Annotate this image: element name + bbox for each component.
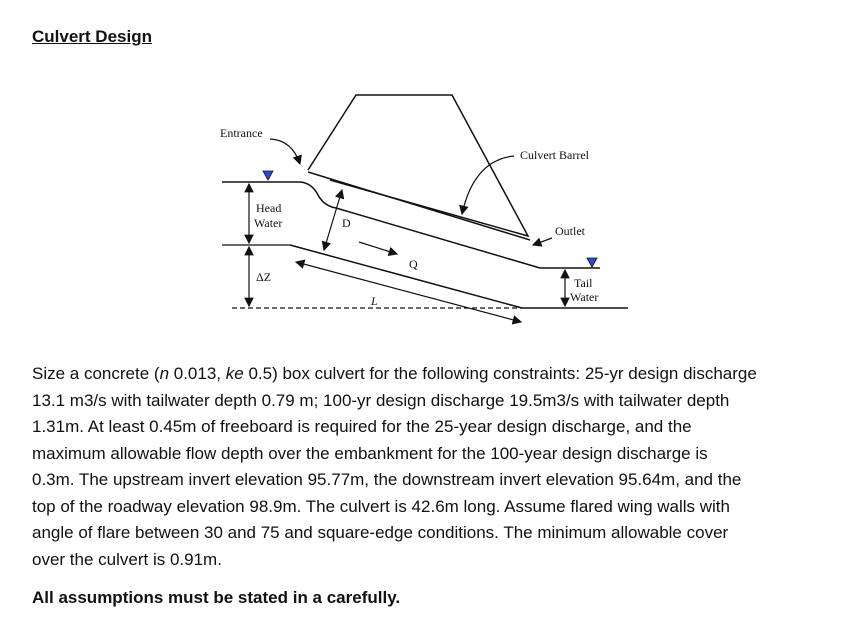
l-label: L: [371, 294, 378, 308]
tail-label: Tail: [574, 276, 593, 290]
problem-line-4: maximum allowable flow depth over the embankment for the 100-year design discharge is: [32, 443, 708, 463]
embankment-outline: [308, 95, 528, 236]
entrance-ground: [300, 182, 540, 268]
problem-line-5: 0.3m. The upstream invert elevation 95.77m, the downstream invert elevation 95.64m, and the: [32, 470, 742, 489]
q-label: Q: [409, 257, 418, 271]
tailwater-marker: [587, 258, 597, 267]
problem-statement: [32, 361, 832, 573]
problem-text: 0.013,: [169, 364, 226, 383]
depth-arrow: [324, 190, 342, 250]
problem-line-2: 13.1 m3/s with tailwater depth 0.79 m; 100-yr design discharge 19.5m3/s with tailwater depth: [32, 390, 730, 410]
flow-arrow: [359, 242, 397, 254]
delta-z-label: ΔZ: [256, 270, 272, 284]
culvert-barrel-label: Culvert Barrel: [520, 148, 589, 162]
barrel-leader: [462, 156, 514, 214]
page-title: Culvert Design: [32, 27, 152, 46]
problem-line-8: over the culvert is 0.91m.: [32, 549, 222, 569]
outlet-label: Outlet: [555, 224, 585, 238]
tail-water-label: Water: [570, 290, 599, 304]
length-dimension: [296, 262, 521, 322]
manning-n-symbol: n: [159, 364, 170, 383]
entrance-label: Entrance: [220, 126, 263, 140]
head-water-label: Water: [254, 216, 283, 230]
problem-line-6: top of the roadway elevation 98.9m. The culvert is 42.6m long. Assume flared wing walls with: [32, 496, 730, 516]
problem-line-3: 1.31m. At least 0.45m of freeboard is required for the 25-year design discharge, and the: [32, 417, 692, 436]
assumptions-note: All assumptions must be stated in a carefully.: [32, 588, 401, 607]
ke-symbol: ke: [225, 364, 244, 383]
problem-text: Size a concrete (: [32, 364, 160, 383]
problem-line-1: [32, 361, 832, 388]
entrance-leader: [270, 139, 300, 164]
barrel-invert: [290, 245, 522, 308]
problem-line-7: angle of flare between 30 and 75 and square-edge conditions. The minimum allowable cover: [32, 523, 729, 542]
headwater-marker: [263, 171, 273, 180]
d-label: D: [342, 216, 351, 230]
head-label: Head: [256, 201, 282, 215]
outlet-leader: [533, 238, 552, 245]
problem-text: 0.5) box culvert for the following constraints: 25-yr design discharge: [243, 364, 757, 383]
